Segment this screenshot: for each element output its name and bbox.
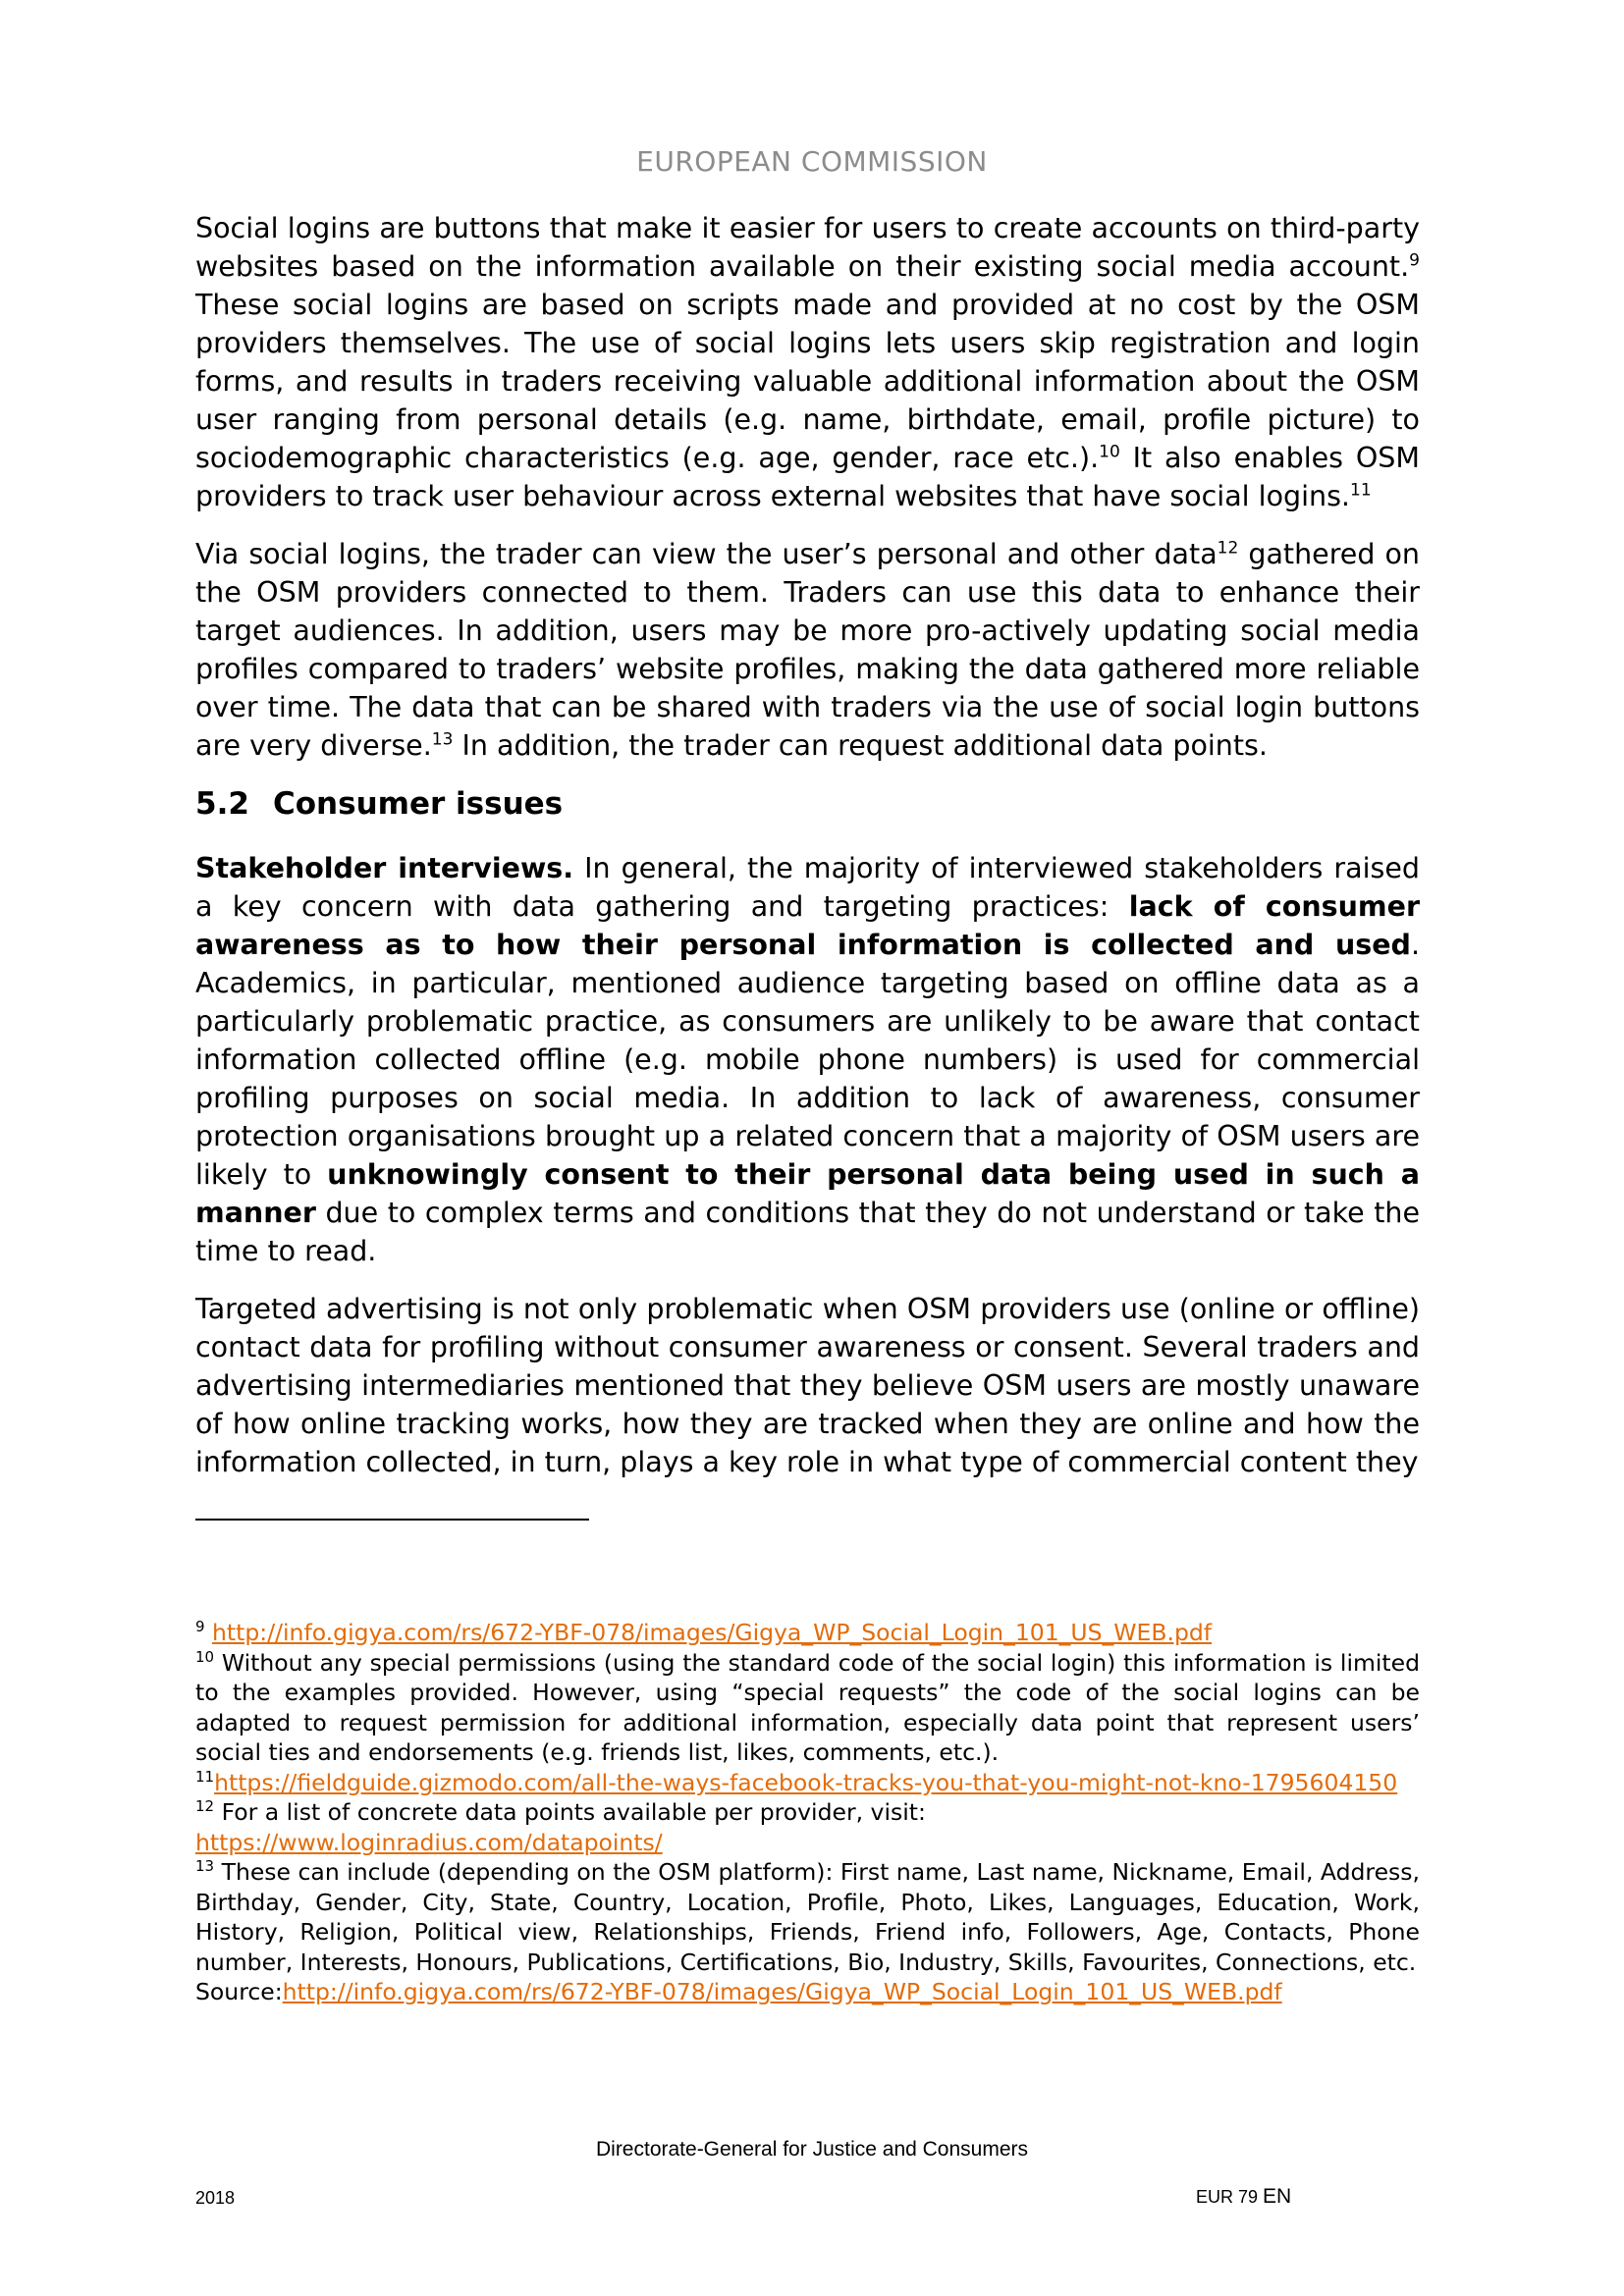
footnote-number: 9 <box>195 1618 205 1636</box>
paragraph-social-logins <box>195 209 1420 515</box>
footnote-ref-10[interactable]: 10 <box>1099 442 1120 462</box>
text-run: It also enables OSM providers to track user behaviour across external websites that have social logins. <box>195 442 1420 512</box>
footnote-ref-9[interactable]: 9 <box>1409 250 1420 271</box>
footnote-13 <box>195 1857 1420 2007</box>
footnote-11 <box>195 1768 1420 1798</box>
text-run: Social logins are buttons that make it easier for users to create accounts on third-party websites based on the information available on their existing social media account. <box>195 212 1420 283</box>
footnote-separator <box>195 1519 589 1521</box>
paragraph-targeted-advertising <box>195 1290 1420 1481</box>
text-run: . Academics, in particular, mentioned audience targeting based on offline data as a particularly problematic practice, as consumers are unlikely to be aware that contact information collected offline (e.g. mobile phone numbers) is used for commercial profiling purposes on social media. In addition to lack of awareness, consumer protection organisations brought up a related concern that a majority of OSM users are likely to <box>195 929 1420 1191</box>
footnote-link[interactable]: http://info.gigya.com/rs/672-YBF-078/images/Gigya_WP_Social_Login_101_US_WEB.pdf <box>282 1978 1282 2005</box>
text-run: In general, the majority of interviewed stakeholders raised a key concern with data gathering and targeting practices: <box>195 852 1420 923</box>
footnote-link[interactable]: https://fieldguide.gizmodo.com/all-the-ways-facebook-tracks-you-that-you-might-not-kno-1795604150 <box>214 1768 1398 1796</box>
footnote-number: 12 <box>195 1797 215 1816</box>
footnote-link[interactable]: http://info.gigya.com/rs/672-YBF-078/images/Gigya_WP_Social_Login_101_US_WEB.pdf <box>212 1619 1213 1646</box>
footnote-text: For a list of concrete data points available per provider, visit: <box>221 1798 926 1826</box>
footnote-number: 11 <box>195 1767 215 1786</box>
main-body <box>195 209 1420 1501</box>
footnotes <box>195 1618 1420 2007</box>
footer-year: 2018 <box>195 2188 236 2208</box>
footnote-ref-12[interactable]: 12 <box>1217 538 1239 559</box>
footer-ref-code: EUR 79 <box>1196 2187 1259 2207</box>
section-title: Consumer issues <box>273 786 564 822</box>
footnote-number: 13 <box>195 1857 215 1876</box>
footnote-number: 10 <box>195 1647 215 1666</box>
footer-department: Directorate-General for Justice and Consumers <box>595 2138 1028 2161</box>
text-run: gathered on the OSM providers connected to them. Traders can use this data to enhance their target audiences. In addition, users may be more pro-actively updating social media profiles compared to traders’ website profiles, making the data gathered more reliable over time. The data that can be shared with traders via the use of social login buttons are very diverse. <box>195 538 1420 762</box>
bold-run: Stakeholder interviews. <box>195 852 574 884</box>
bold-run: lack of consumer awareness as to how their personal information is collected and used <box>195 890 1420 961</box>
text-run: Via social logins, the trader can view the user’s personal and other data <box>195 538 1218 570</box>
text-run: Targeted advertising is not only problematic when OSM providers use (online or offline) contact data for profiling without consumer awareness or consent. Several traders and advertising intermediaries mentioned that they believe OSM users are mostly unaware of how online tracking works, how they are tracked when they are online and how the information collected, in turn, plays a key role in what type of commercial content they <box>195 1293 1420 1478</box>
text-run: In addition, the trader can request additional data points. <box>453 729 1268 762</box>
text-run: These social logins are based on scripts made and provided at no cost by the OSM providers themselves. The use of social logins lets users skip registration and login forms, and results in traders receiving valuable additional information about the OSM user ranging from personal details (e.g. name, birthdate, email, profile picture) to sociodemographic characteristics (e.g. age, gender, race etc.). <box>195 289 1420 474</box>
page-header: EUROPEAN COMMISSION <box>636 145 988 178</box>
footnote-link[interactable]: https://www.loginradius.com/datapoints/ <box>195 1828 663 1856</box>
footnote-10 <box>195 1648 1420 1768</box>
paragraph-stakeholder-interviews <box>195 849 1420 1270</box>
footnote-ref-13[interactable]: 13 <box>431 729 454 750</box>
footer-language: EN <box>1263 2185 1292 2208</box>
text-run: due to complex terms and conditions that they do not understand or take the time to read. <box>195 1197 1420 1267</box>
section-number: 5.2 <box>195 786 249 822</box>
bold-run: unknowingly consent to their personal data being used in such a manner <box>195 1158 1421 1229</box>
footnote-text: These can include (depending on the OSM platform): First name, Last name, Nickname, Email, Address, Birthday, Gender, City, State, Country, Location, Profile, Photo, Likes, Languages, Education, Work, History, Religion, Political view, Relationships, Friends, Friend info, Followers, Age, Contacts, Phone number, Interests, Honours, Publications, Certifications, Bio, Industry, Skills, Favourites, Connections, etc. <box>195 1858 1420 1976</box>
source-label: Source: <box>195 1978 283 2005</box>
section-heading <box>195 784 1420 824</box>
paragraph-via-social-logins <box>195 535 1420 765</box>
footnote-12 <box>195 1797 1420 1857</box>
footnote-ref-11[interactable]: 11 <box>1350 480 1372 501</box>
footnote-9 <box>195 1618 1420 1648</box>
footnote-text: Without any special permissions (using the standard code of the social login) this information is limited to the examples provided. However, using “special requests” the code of the social logins can be adapted to request permission for additional information, especially data point that represent users’ social ties and endorsements (e.g. friends list, likes, comments, etc.). <box>195 1648 1420 1766</box>
footer-reference <box>1196 2185 1291 2209</box>
